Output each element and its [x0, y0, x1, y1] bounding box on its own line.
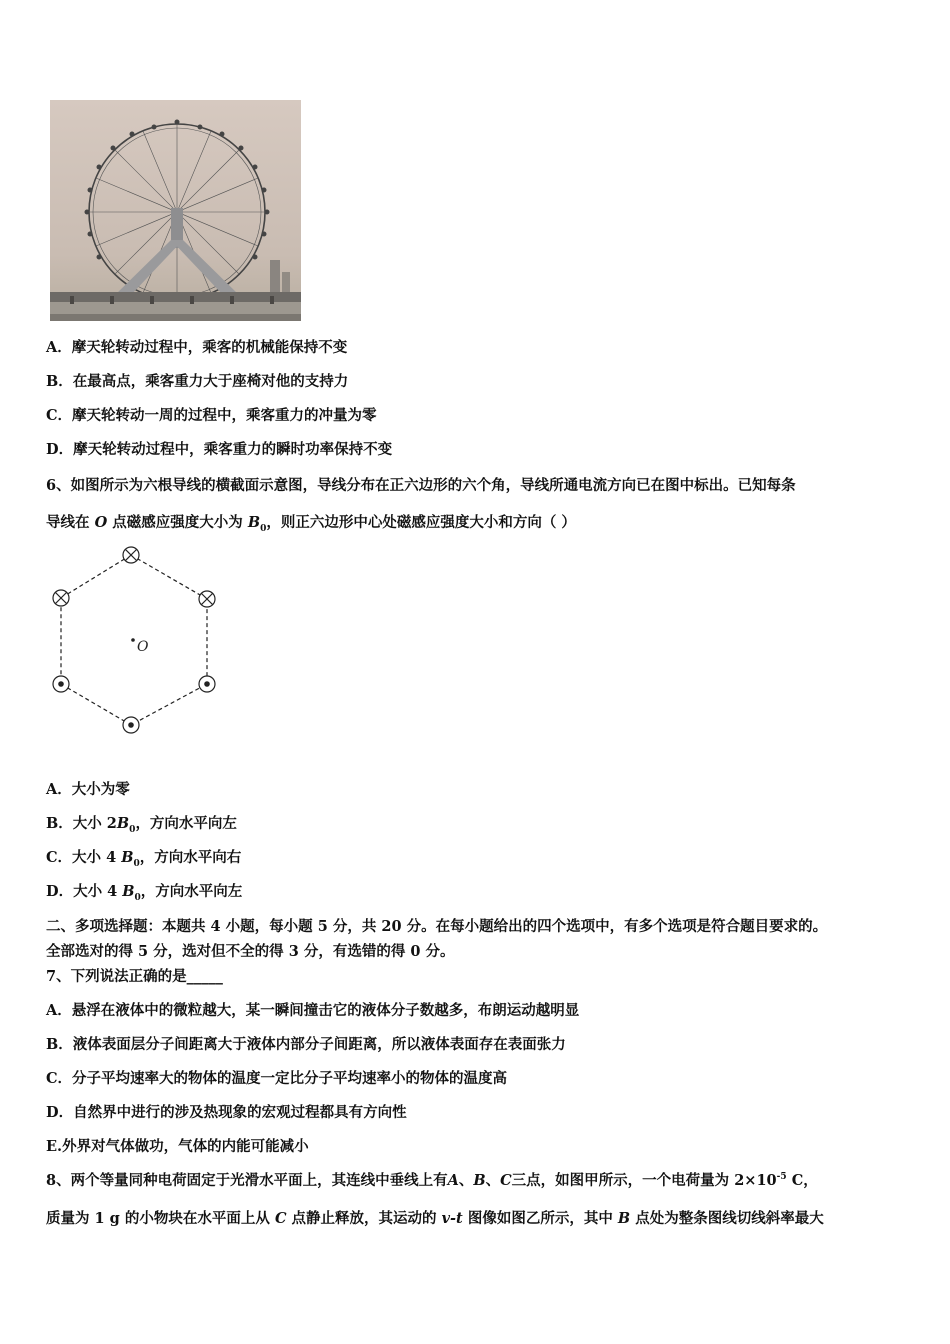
q5-option-b: B．在最高点，乘客重力大于座椅对他的支持力: [46, 373, 349, 390]
section2-header-line2: 全部选对的得 5 分，选对但不全的得 3 分，有选错的得 0 分。: [46, 943, 455, 960]
q7-option-e: E.外界对气体做功，气体的内能可能减小: [46, 1138, 309, 1155]
q7-option-d: D．自然界中进行的涉及热现象的宏观过程都具有方向性: [46, 1104, 407, 1121]
wire-into-page-upper-right: [199, 591, 215, 607]
q7-option-c: C．分子平均速率大的物体的温度一定比分子平均速率小的物体的温度高: [46, 1070, 508, 1087]
center-label: O: [137, 639, 149, 655]
q8-stem-line2: 质量为 1 g 的小物块在水平面上从 C 点静止释放，其运动的 v-t 图像如图乙所示，其中 B 点处为整条图线切线斜率最大: [46, 1210, 824, 1227]
section2-header-line1: 二、多项选择题：本题共 4 小题，每小题 5 分，共 20 分。在每小题给出的四个选项中，有多个选项是符合题目要求的。: [46, 918, 828, 935]
q6-stem-line1: 6、如图所示为六根导线的横截面示意图，导线分布在正六边形的六个角，导线所通电流方向已在图中标出。已知每条: [46, 477, 796, 494]
q8-stem-line1: 8、两个等量同种电荷固定于光滑水平面上，其连线中垂线上有A、B、C三点，如图甲所示，一个电荷量为 $2\times 10^{-5}$ C，: [46, 1172, 818, 1189]
q6-stem-line2: 导线在 O 点磁感应强度大小为 $B_0$，则正六边形中心处磁感应强度大小和方向（ ）: [46, 514, 576, 534]
q5-option-d: D．摩天轮转动过程中，乘客重力的瞬时功率保持不变: [46, 441, 393, 458]
q6-option-c: C．大小 4 $B_0$，方向水平向右: [46, 849, 242, 869]
q7-option-b: B．液体表面层分子间距离大于液体内部分子间距离，所以液体表面存在表面张力: [46, 1036, 566, 1053]
q7-stem: 7、下列说法正确的是_____: [46, 968, 223, 985]
wire-into-page-top: [123, 547, 139, 563]
q6-option-b: B．大小 $2B_0$，方向水平向左: [46, 815, 237, 835]
ferris-wheel-photo: [50, 100, 301, 321]
center-point: [131, 638, 135, 642]
q6-option-a: A．大小为零: [46, 781, 130, 798]
q6-option-d: D．大小 4 $B_0$，方向水平向左: [46, 883, 243, 903]
wire-into-page-upper-left: [53, 590, 69, 606]
q5-option-c: C．摩天轮转动一周的过程中，乘客重力的冲量为零: [46, 407, 377, 424]
hexagon-wire-diagram: [40, 540, 240, 740]
wire-out-of-page-bottom: [123, 717, 139, 733]
q7-option-a: A．悬浮在液体中的微粒越大，某一瞬间撞击它的液体分子数越多，布朗运动越明显: [46, 1002, 580, 1019]
q5-option-a: A．摩天轮转动过程中，乘客的机械能保持不变: [46, 339, 348, 356]
wire-out-of-page-lower-right: [199, 676, 215, 692]
wire-out-of-page-lower-left: [53, 676, 69, 692]
